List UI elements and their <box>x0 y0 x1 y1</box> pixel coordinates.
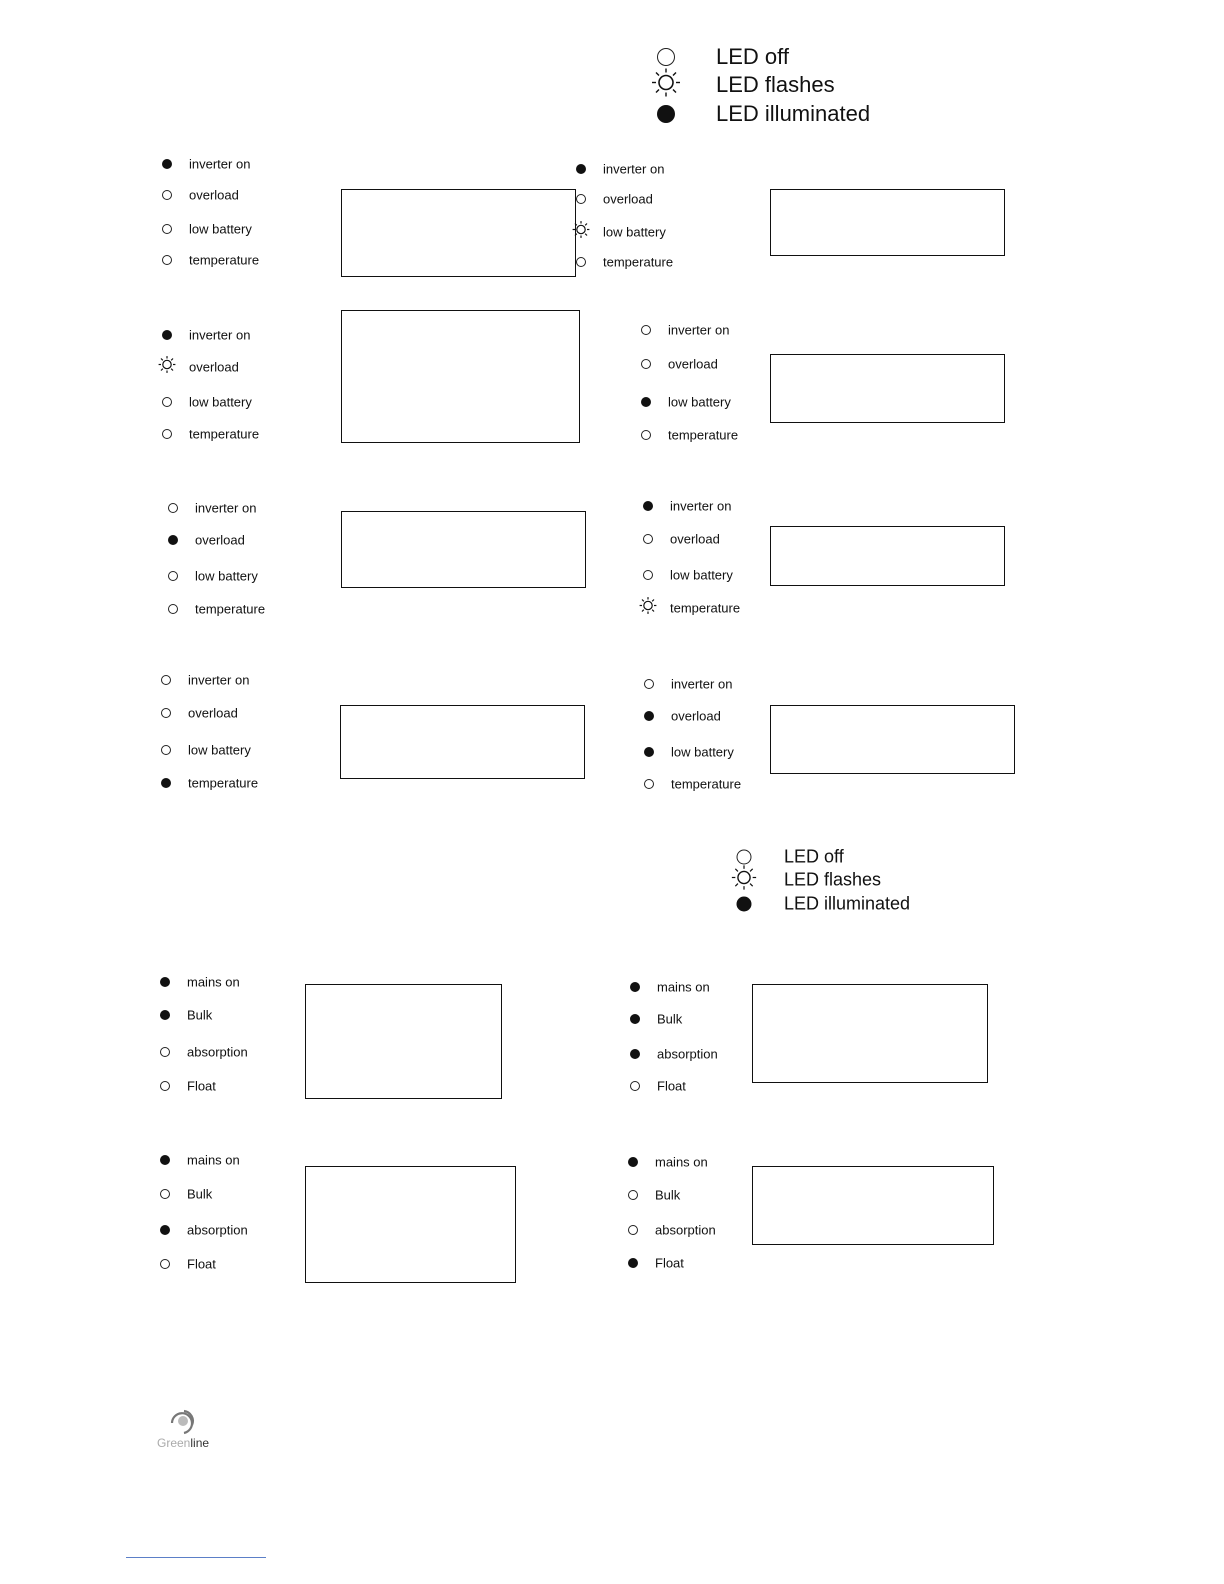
led-on-icon <box>644 747 654 757</box>
led-off-icon <box>657 48 675 66</box>
led-label: overload <box>668 356 718 372</box>
led-flash-icon <box>639 597 657 620</box>
led-label: temperature <box>189 252 260 268</box>
led-off-icon <box>161 708 171 718</box>
display-box <box>340 705 585 779</box>
led-off-icon <box>160 1259 170 1269</box>
led-off-icon <box>630 1081 640 1091</box>
led-on-icon <box>643 501 653 511</box>
led-on-icon <box>630 982 640 992</box>
led-on-icon <box>737 897 752 912</box>
led-label: temperature <box>189 426 260 442</box>
led-off-icon <box>643 534 653 544</box>
led-label: inverter on <box>671 676 733 692</box>
led-label: low battery <box>195 568 258 584</box>
led-off-icon <box>168 604 178 614</box>
led-off-icon <box>643 570 653 580</box>
display-box <box>770 354 1005 423</box>
led-label: overload <box>603 191 653 207</box>
display-box <box>341 511 586 588</box>
led-label: inverter on <box>189 156 251 172</box>
led-on-icon <box>162 330 172 340</box>
led-on-icon <box>160 1010 170 1020</box>
led-label: temperature <box>603 254 674 270</box>
led-label: low battery <box>189 221 252 237</box>
led-on-icon <box>657 105 675 123</box>
led-on-icon <box>160 1155 170 1165</box>
led-label: overload <box>188 705 238 721</box>
led-on-icon <box>630 1049 640 1059</box>
led-label: overload <box>671 708 721 724</box>
display-box <box>305 984 502 1099</box>
greenline-logo <box>150 1405 220 1460</box>
led-flash-icon <box>158 356 176 379</box>
led-label: inverter on <box>668 322 730 338</box>
led-on-icon <box>168 535 178 545</box>
led-off-icon <box>644 779 654 789</box>
led-label: absorption <box>655 1222 716 1238</box>
display-box <box>752 1166 994 1245</box>
led-label: inverter on <box>189 327 251 343</box>
display-box <box>770 705 1015 774</box>
led-on-icon <box>162 159 172 169</box>
led-label: Bulk <box>657 1011 683 1027</box>
led-off-icon <box>628 1225 638 1235</box>
led-on-icon <box>161 778 171 788</box>
display-box <box>341 310 580 443</box>
led-off-icon <box>644 679 654 689</box>
led-off-icon <box>168 571 178 581</box>
led-label: overload <box>189 359 239 375</box>
logo-text: Greenline <box>157 1436 210 1450</box>
led-flash-icon <box>731 864 757 895</box>
led-off-icon <box>641 325 651 335</box>
led-label: mains on <box>187 1152 240 1168</box>
legend-label: LED flashes <box>784 869 882 889</box>
led-label: low battery <box>668 394 731 410</box>
led-label: inverter on <box>188 672 250 688</box>
legend-label: LED flashes <box>716 72 835 97</box>
display-box <box>305 1166 516 1283</box>
led-label: Bulk <box>187 1186 213 1202</box>
led-label: Float <box>655 1255 684 1271</box>
led-label: temperature <box>188 775 259 791</box>
legend-label: LED off <box>784 846 844 866</box>
led-off-icon <box>162 190 172 200</box>
legend-label: LED illuminated <box>784 893 911 914</box>
led-label: overload <box>195 532 245 548</box>
display-box <box>770 189 1005 256</box>
led-off-icon <box>161 675 171 685</box>
led-label: overload <box>189 187 239 203</box>
display-box <box>341 189 576 277</box>
led-off-icon <box>162 224 172 234</box>
led-off-icon <box>162 255 172 265</box>
led-off-icon <box>162 397 172 407</box>
led-on-icon <box>576 164 586 174</box>
led-on-icon <box>630 1014 640 1024</box>
led-label: mains on <box>655 1154 708 1170</box>
legend-label: LED illuminated <box>716 101 871 126</box>
led-label: temperature <box>671 776 742 792</box>
led-label: low battery <box>671 744 734 760</box>
led-off-icon <box>160 1081 170 1091</box>
led-label: inverter on <box>195 500 257 516</box>
led-label: low battery <box>670 567 733 583</box>
led-off-icon <box>160 1047 170 1057</box>
led-label: absorption <box>187 1044 248 1060</box>
led-off-icon <box>641 359 651 369</box>
led-label: low battery <box>188 742 251 758</box>
led-on-icon <box>644 711 654 721</box>
led-label: inverter on <box>603 161 665 177</box>
legend-label: LED off <box>716 44 789 69</box>
led-on-icon <box>160 977 170 987</box>
display-box <box>770 526 1005 586</box>
led-off-icon <box>161 745 171 755</box>
led-label: absorption <box>187 1222 248 1238</box>
led-label: inverter on <box>670 498 732 514</box>
led-on-icon <box>160 1225 170 1235</box>
led-label: temperature <box>670 600 741 616</box>
led-label: low battery <box>603 224 666 240</box>
led-off-icon <box>160 1189 170 1199</box>
led-label: Bulk <box>655 1187 681 1203</box>
led-label: Float <box>187 1078 216 1094</box>
led-label: low battery <box>189 394 252 410</box>
led-label: Float <box>187 1256 216 1272</box>
led-flash-icon <box>572 221 590 244</box>
led-label: mains on <box>657 979 710 995</box>
led-off-icon <box>162 429 172 439</box>
led-off-icon <box>576 194 586 204</box>
led-label: overload <box>670 531 720 547</box>
led-on-icon <box>628 1157 638 1167</box>
led-label: temperature <box>668 427 739 443</box>
led-on-icon <box>641 397 651 407</box>
led-label: Bulk <box>187 1007 213 1023</box>
led-label: mains on <box>187 974 240 990</box>
led-label: temperature <box>195 601 266 617</box>
footer-line <box>126 1557 266 1558</box>
led-off-icon <box>628 1190 638 1200</box>
led-label: Float <box>657 1078 686 1094</box>
led-off-icon <box>737 849 752 864</box>
led-off-icon <box>641 430 651 440</box>
led-label: absorption <box>657 1046 718 1062</box>
display-box <box>752 984 988 1083</box>
led-on-icon <box>628 1258 638 1268</box>
led-flash-icon <box>651 68 681 103</box>
led-off-icon <box>168 503 178 513</box>
led-off-icon <box>576 257 586 267</box>
